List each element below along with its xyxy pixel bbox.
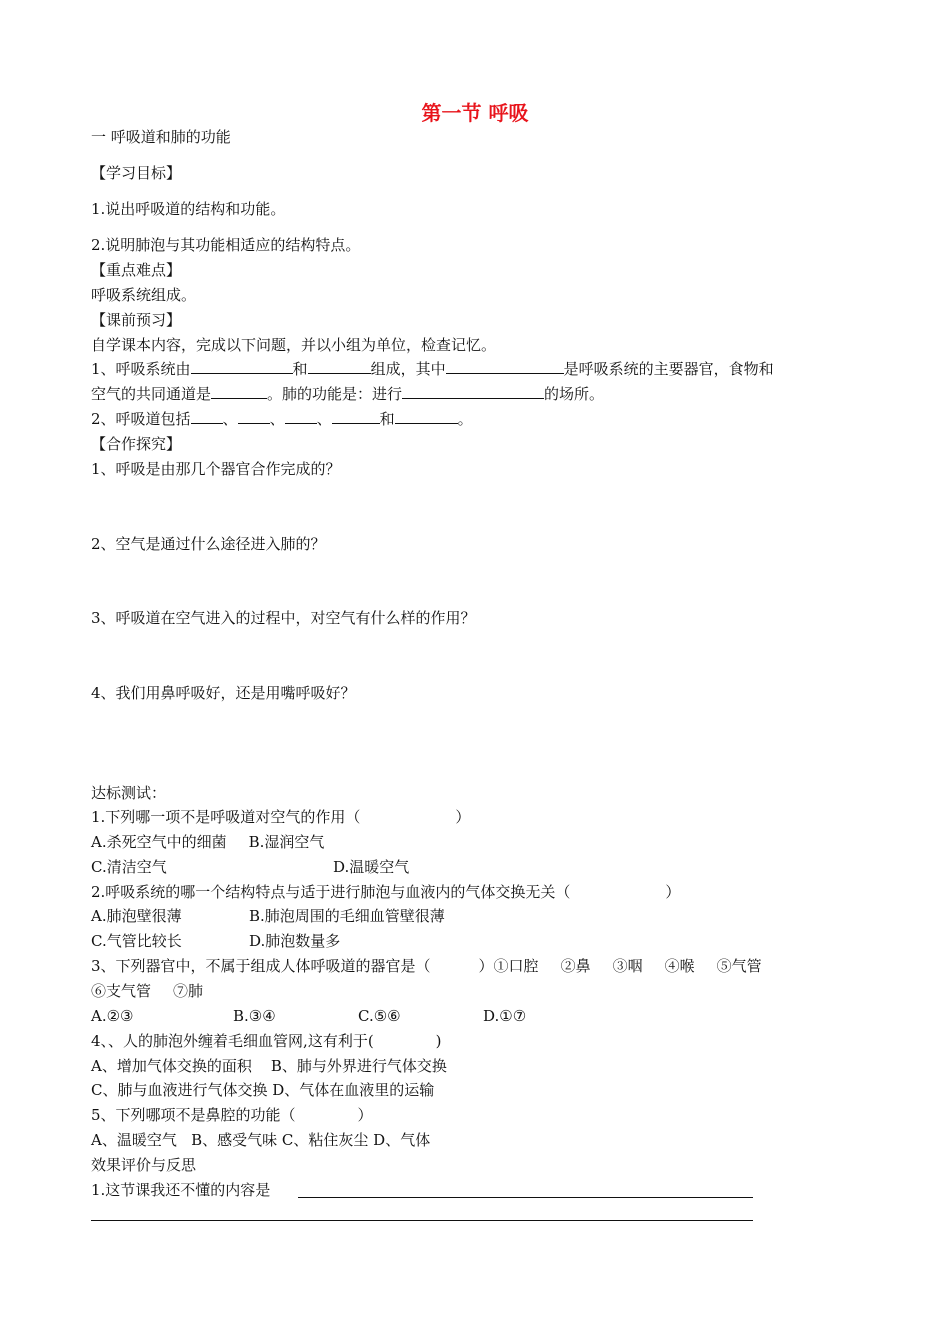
test-header: 达标测试： bbox=[91, 784, 167, 802]
objective-item: 2.说明肺泡与其功能相适应的结构特点。 bbox=[91, 236, 361, 254]
organ-item: ②鼻 bbox=[560, 957, 591, 975]
q1-text: 和 bbox=[292, 360, 308, 378]
fill-blank[interactable] bbox=[332, 409, 380, 424]
preview-intro: 自学课本内容，完成以下问题，并以小组为单位，检查记忆。 bbox=[91, 336, 497, 354]
question-paren: ) bbox=[435, 1032, 442, 1050]
key-points-text: 呼吸系统组成。 bbox=[91, 286, 197, 304]
option-a[interactable]: A.肺泡壁很薄 bbox=[91, 907, 182, 925]
question-paren: ） bbox=[455, 808, 471, 826]
option-c[interactable]: C.气管比较长 bbox=[91, 932, 182, 950]
answer-line[interactable] bbox=[91, 1220, 753, 1221]
inquiry-question: 1、呼吸是由那几个器官合作完成的？ bbox=[91, 460, 341, 478]
question-stem: 3、下列器官中，不属于组成人体呼吸道的器官是（ bbox=[91, 957, 431, 975]
reflection-header: 效果评价与反思 bbox=[91, 1156, 197, 1174]
organ-item: ⑥支气管 bbox=[91, 982, 152, 1000]
key-points-header: 【重点难点】 bbox=[91, 261, 182, 279]
fill-blank[interactable] bbox=[238, 409, 270, 424]
option-b[interactable]: B.湿润空气 bbox=[248, 833, 325, 851]
option-a[interactable]: A.杀死空气中的细菌 bbox=[91, 833, 227, 851]
organ-item: ④喉 bbox=[664, 957, 695, 975]
fill-blank[interactable] bbox=[211, 384, 267, 399]
option-d[interactable]: D.肺泡数量多 bbox=[249, 932, 341, 950]
q1-text: 是呼吸系统的主要器官，食物和 bbox=[563, 360, 774, 378]
q2-text: 、 bbox=[269, 410, 285, 428]
inquiry-question: 3、呼吸道在空气进入的过程中，对空气有什么样的作用？ bbox=[91, 609, 476, 627]
organ-item: ⑦肺 bbox=[173, 982, 204, 1000]
test-q2-options-cd bbox=[91, 931, 341, 951]
option-c[interactable]: C.清洁空气 bbox=[91, 858, 167, 876]
q1-text: 空气的共同通道是 bbox=[91, 385, 212, 403]
organ-item: ⑤气管 bbox=[716, 957, 762, 975]
test-question-1 bbox=[91, 807, 470, 827]
inquiry-question: 4、我们用鼻呼吸好，还是用嘴呼吸好？ bbox=[91, 684, 356, 702]
fill-blank[interactable] bbox=[308, 359, 371, 374]
option-a[interactable]: A.②③ bbox=[91, 1007, 134, 1025]
preview-question-1 bbox=[91, 359, 774, 379]
test-q4-options-cd[interactable]: C、肺与血液进行气体交换 D、气体在血液里的运输 bbox=[91, 1081, 435, 1099]
objective-item: 1.说出呼吸道的结构和功能。 bbox=[91, 200, 286, 218]
inquiry-question: 2、空气是通过什么途径进入肺的？ bbox=[91, 535, 326, 553]
q2-text: 、 bbox=[316, 410, 332, 428]
test-question-5 bbox=[91, 1105, 373, 1125]
question-paren: ） bbox=[665, 883, 681, 901]
test-q1-options-cd bbox=[91, 857, 410, 877]
section-heading: 一 呼吸道和肺的功能 bbox=[91, 128, 231, 146]
question-stem: 5、下列哪项不是鼻腔的功能（ bbox=[91, 1106, 296, 1124]
fill-blank[interactable] bbox=[446, 359, 564, 374]
q1-text: 。肺的功能是：进行 bbox=[267, 385, 403, 403]
fill-blank[interactable] bbox=[191, 359, 293, 374]
option-b[interactable]: B.③④ bbox=[233, 1007, 276, 1025]
fill-blank[interactable] bbox=[285, 409, 317, 424]
inquiry-header: 【合作探究】 bbox=[91, 435, 182, 453]
question-paren: ） bbox=[357, 1106, 373, 1124]
fill-blank[interactable] bbox=[402, 384, 544, 399]
objectives-header: 【学习目标】 bbox=[91, 164, 182, 182]
fill-blank[interactable] bbox=[395, 409, 458, 424]
test-q4-options-ab[interactable]: A、增加气体交换的面积 B、肺与外界进行气体交换 bbox=[91, 1057, 447, 1075]
q1-text: 组成，其中 bbox=[370, 360, 446, 378]
test-question-2 bbox=[91, 882, 680, 902]
q2-text: 、 bbox=[222, 410, 238, 428]
question-stem: 1.下列哪一项不是呼吸道对空气的作用（ bbox=[91, 808, 361, 826]
test-q5-options[interactable]: A、温暖空气 B、感受气味 C、粘住灰尘 D、气体 bbox=[91, 1131, 431, 1149]
option-c[interactable]: C.⑤⑥ bbox=[358, 1007, 401, 1025]
q2-text: 和 bbox=[379, 410, 395, 428]
page-title: 第一节 呼吸 bbox=[421, 101, 529, 125]
test-question-4 bbox=[91, 1031, 442, 1051]
preview-question-2 bbox=[91, 409, 473, 429]
question-paren: ）①口腔 bbox=[478, 957, 539, 975]
option-d[interactable]: D.①⑦ bbox=[483, 1007, 527, 1025]
test-q3-options bbox=[91, 1006, 527, 1026]
preview-question-1-cont bbox=[91, 384, 604, 404]
fill-blank[interactable] bbox=[191, 409, 223, 424]
test-q3-items-cont bbox=[91, 981, 203, 1001]
option-b[interactable]: B.肺泡周围的毛细血管壁很薄 bbox=[249, 907, 445, 925]
test-q2-options-ab bbox=[91, 906, 445, 926]
question-stem: 2.呼吸系统的哪一个结构特点与适于进行肺泡与血液内的气体交换无关（ bbox=[91, 883, 571, 901]
option-d[interactable]: D.温暖空气 bbox=[333, 858, 410, 876]
test-q1-options-ab bbox=[91, 832, 324, 852]
answer-line[interactable] bbox=[298, 1197, 753, 1198]
organ-item: ③咽 bbox=[612, 957, 643, 975]
preview-header: 【课前预习】 bbox=[91, 311, 182, 329]
question-stem: 4、、人的肺泡外缠着毛细血管网,这有利于( bbox=[91, 1032, 374, 1050]
q2-text: 2、呼吸道包括 bbox=[91, 410, 191, 428]
q2-text: 。 bbox=[457, 410, 473, 428]
test-question-3 bbox=[91, 956, 762, 976]
q1-text: 的场所。 bbox=[544, 385, 605, 403]
reflection-question-1: 1.这节课我还不懂的内容是 bbox=[91, 1181, 271, 1199]
q1-text: 1、呼吸系统由 bbox=[91, 360, 191, 378]
